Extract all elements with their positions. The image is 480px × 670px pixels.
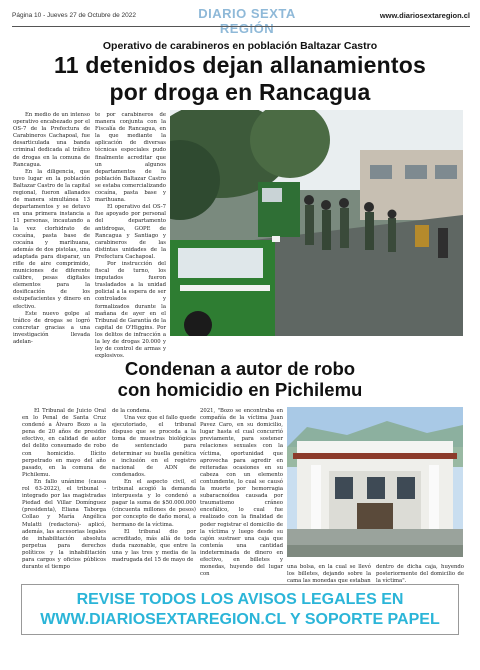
article1-headline	[0, 52, 480, 106]
paragraph: En medio de un intenso operativo encabezado por el OS-7 de la Prefectura de Carabineros Cachapoal, fue desarticulada una banda criminal dedicada al tráfico de drogas en la comuna de Rancagua.	[13, 112, 90, 168]
page-header	[12, 6, 470, 36]
paragraph: En fallo unánime (causa rol 63-2022), el tribunal -integrado por las magistradas Piedad del Villar Domínguez (presidenta), Eliana Taborga Collao y María Angélica Mulatti (redactora)- aplicó, además, las accesorias legales de inhabilitación absoluta perpetua para derechos políticos y la inhabilitación para cargos y oficios públicos durante el tiempo	[22, 478, 106, 571]
article1-headline-line2: por droga en Rancagua	[109, 79, 371, 105]
article2-column-4	[287, 564, 371, 585]
paragraph: de la condena.	[112, 408, 152, 414]
paragraph: 2021, "Bozo se encontraba en compañía de la víctima Juan Pavez Caro, en su domicilio, lugar hasta el cual concurrió previamente, para sostener relaciones sexuales con la víctima, oportunidad que aprovecha para agredir en reiteradas ocasiones en su cabeza con un elemento contundente, lo cual se causó la muerte por hemorragia subaracnoídea causada por traumatismo cráneo encefálico, lo cual fue realizado con la finalidad de poder registrar el domicilio de la víctima y luego desde su cajón sustraer una caja que contenía una cantidad indeterminada de dinero en efectivo, en billetes y monedas, huyendo del lugar con	[200, 408, 283, 578]
article1-headline-line1: 11 detenidos dejan allanamientos	[54, 52, 426, 78]
newspaper-name: DIARIO SEXTA REGIÓN	[198, 6, 296, 36]
paragraph: El operativo del OS-7 fue apoyado por personal del departamento antidrogas, GOPE de Rancagua y Santiago y carabineros de las distintas unidades de la Prefectura Cachapoal.	[95, 204, 166, 260]
banner-line-1: REVISE TODOS LOS AVISOS LEGALES EN	[76, 591, 404, 608]
article2-column-1	[22, 408, 106, 571]
paragraph: una bolsa, en la cual se llevó los billetes, dejando sobre la cama las monedas que estaban	[287, 564, 371, 585]
police-operation-illustration	[170, 110, 463, 336]
paragraph: Por instrucción del fiscal de turno, los imputados fueron trasladados a la unidad policial a la espera de ser controlados y formalizados durante la mañana de ayer en el Tribunal de Garantía de la capital de O'Higgins. Por los delitos de infracción a la ley de drogas 20.000 y ley de control de armas y explosivos.	[95, 260, 166, 360]
website-link[interactable]: www.diariosextaregion.cl	[379, 11, 470, 20]
header-divider	[12, 26, 470, 27]
article1-column-2	[95, 112, 166, 360]
paragraph: dentro de dicha caja, huyendo posteriormente del domicilio de la víctima".	[376, 564, 464, 585]
paragraph: te por carabineros de manera conjunta con la Fiscalía de Rancagua, en la que mediante la aplicación de diversas técnicas especiales pudo finalmente acreditar que un algunos departamentos de la población Baltazar Castro se estaba comercializando cocaína, pasta base y marihuana.	[95, 112, 166, 204]
paragraph: Este nuevo golpe al tráfico de drogas se logró concretar gracias a una investigación llevada adelan-	[13, 310, 90, 345]
article1-kicker: Operativo de carabineros en población Baltazar Castro	[102, 40, 378, 52]
article1-column-1	[13, 112, 90, 346]
paragraph: En el aspecto civil, el tribunal acogió la demanda interpuesta y lo condenó a pagar la suma de $50.000.000 (cincuenta millones de pesos) por concepto de daño moral, a hermano de la víctima.	[112, 478, 196, 528]
paragraph: En la diligencia, que tuvo lugar en la población Baltazar Castro de la capital regional, fueron allanados de manera simultánea 13 departamentos y se detuvo en una primera instancia a 11 personas, incautando a la vez clorhidrato de cocaína, pasta base de cocaína y marihuana, además de dos pistolas, una adaptada para disparar, un rifle de aire comprimido, municiones de diferente calibre, pesas digitales elementos para la dosificación de los estupefacientes y dinero en efectivo.	[13, 168, 90, 310]
courthouse-photo	[287, 407, 463, 557]
paragraph: El Tribunal de Juicio Oral en lo Penal de Santa Cruz condenó a Álvaro Bozo a la pena de 20 años de presidio efectivo, en calidad de autor del delito consumado de robo con homicidio. Ilícito perpetrado en mayo del año pasado, en la comuna de Pichilemu.	[22, 408, 106, 478]
paragraph: El tribunal dio por acreditado, más allá de toda duda razonable, que entre la una y las tres y media de la madrugada del 15 de mayo de	[112, 528, 196, 563]
courthouse-illustration	[287, 407, 463, 557]
paragraph: Una vez que el fallo quede ejecutoriado, el tribunal dispuso que se proceda a la toma de muestras biológicas de sentenciado para determinar su huella genética e inclusión en el registro nacional de ADN de condenados.	[112, 415, 196, 478]
article2-column-3	[200, 408, 283, 578]
article2-column-5	[376, 564, 464, 585]
article2-headline	[0, 358, 480, 400]
article2-headline-line2: con homicidio en Pichilemu	[117, 379, 363, 400]
page-info: Página 10 - Jueves 27 de Octubre de 2022	[12, 12, 136, 19]
banner-line-2: WWW.DIARIOSEXTAREGION.CL Y SOPORTE PAPEL	[40, 611, 440, 628]
article2-column-2	[112, 408, 196, 564]
legal-notices-banner[interactable]	[21, 584, 459, 635]
article2-headline-line1: Condenan a autor de robo	[124, 358, 356, 379]
police-operation-photo	[170, 110, 463, 336]
